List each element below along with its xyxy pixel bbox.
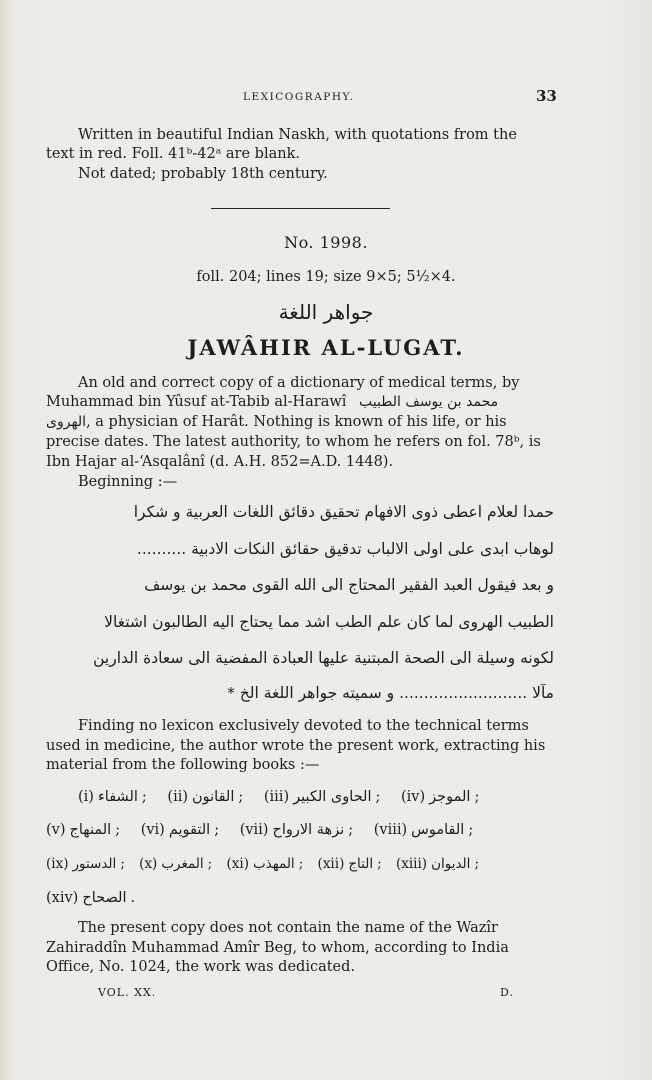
- paragraph-line: [46, 394, 498, 410]
- source-title: الشفاء: [97, 789, 138, 805]
- source-title: نزهة الارواح: [272, 822, 345, 838]
- arabic-line: مآلا .......................... و سميته جواهر اللغة الخ *: [227, 684, 554, 702]
- source-row: (i) الشفاء ; (ii) القانون ; (iii) الحاوى الكبير ; (iv) الموجز ;: [78, 789, 480, 805]
- source-title: القانون: [192, 789, 235, 805]
- arabic-line: الطبيب الهروى لما كان علم الطب اشد مما يحتاج اليه الطالبون اشتغالا: [104, 613, 554, 631]
- arabic-line: و بعد فيقول العبد الفقير المحتاج الى الله القوى محمد بن يوسف: [144, 576, 554, 594]
- source-title: الدستور: [72, 856, 117, 872]
- section-divider: [211, 208, 390, 209]
- paragraph-line: An old and correct copy of a dictionary of medical terms, by: [78, 375, 520, 391]
- page-number: 33: [536, 87, 557, 105]
- source-title: التقويم: [168, 822, 211, 838]
- paragraph-line: Office, No. 1024, the work was dedicated.: [46, 959, 356, 975]
- paragraph-line: text in red. Foll. 41ᵇ-42ᵃ are blank.: [46, 146, 300, 162]
- source-title: المهذب: [253, 856, 295, 872]
- paragraph-line: الهروى, a physician of Harât. Nothing is known of his life, or his: [46, 414, 507, 430]
- author-nisba-arabic: الهروى: [46, 414, 87, 430]
- entry-physical-description: foll. 204; lines 19; size 9×5; 5½×4.: [196, 269, 456, 285]
- running-head-section: LEXICOGRAPHY.: [243, 91, 355, 103]
- paragraph-line: Finding no lexicon exclusively devoted to the technical terms: [78, 718, 529, 734]
- paragraph-line: Written in beautiful Indian Naskh, with quotations from the: [78, 127, 517, 143]
- beginning-label: Beginning :—: [78, 474, 178, 490]
- source-title: الصحاح: [82, 890, 127, 906]
- paragraph-line: The present copy does not contain the name of the Wazîr: [78, 920, 498, 936]
- source-title: الحاوى الكبير: [293, 789, 372, 805]
- source-row: (xiv) الصحاح .: [46, 890, 136, 906]
- paragraph-line: Not dated; probably 18th century.: [78, 166, 328, 182]
- source-title: الموجز: [429, 789, 471, 805]
- source-title: القاموس: [411, 822, 465, 838]
- paragraph-line: Ibn Hajar al-ʻAsqalânî (d. A.H. 852=A.D. 1448).: [46, 454, 394, 470]
- paragraph-line: used in medicine, the author wrote the present work, extracting his: [46, 738, 546, 754]
- arabic-line: لكونه وسيلة الى الصحة المبتنية عليها العبادة المفضية الى سعادة الدارين: [93, 649, 554, 667]
- source-title: المغرب: [161, 856, 204, 872]
- volume-signature: VOL. XX.: [98, 986, 157, 999]
- paragraph-line: Zahiraddîn Muhammad Amîr Beg, to whom, according to India: [46, 940, 509, 956]
- entry-number: No. 1998.: [284, 233, 368, 252]
- source-row: (ix) الدستور ; (x) المغرب ; (xi) المهذب ; (xii) التاج ; (xiii) الديوان ;: [46, 856, 479, 872]
- arabic-line: لوهاب ابدى على اولى الالباب تدقيق حقائق النكات الادبية ..........: [136, 540, 554, 558]
- source-title: الديوان: [431, 856, 471, 872]
- paragraph-line: material from the following books :—: [46, 757, 320, 773]
- source-row: (v) المنهاج ; (vi) التقويم ; (vii) نزهة الارواح ; (viii) القاموس ;: [46, 822, 474, 838]
- gathering-signature: D.: [500, 986, 514, 999]
- entry-arabic-title: جواهر اللغة: [278, 300, 374, 324]
- author-name-arabic: محمد بن يوسف الطبيب: [359, 394, 499, 410]
- source-title: المنهاج: [69, 822, 112, 838]
- arabic-line: حمدا لعلام اعطى ذوى الافهام تحقيق دقائق اللغات العربية و شكرا: [133, 503, 554, 521]
- author-name: Muhammad bin Yûsuf at-Tabib al-Harawî: [46, 394, 347, 410]
- paragraph-line: precise dates. The latest authority, to whom he refers on fol. 78ᵇ, is: [46, 434, 541, 450]
- source-title: التاج: [348, 856, 374, 872]
- entry-title: JAWÂHIR AL-LUGAT.: [187, 335, 465, 360]
